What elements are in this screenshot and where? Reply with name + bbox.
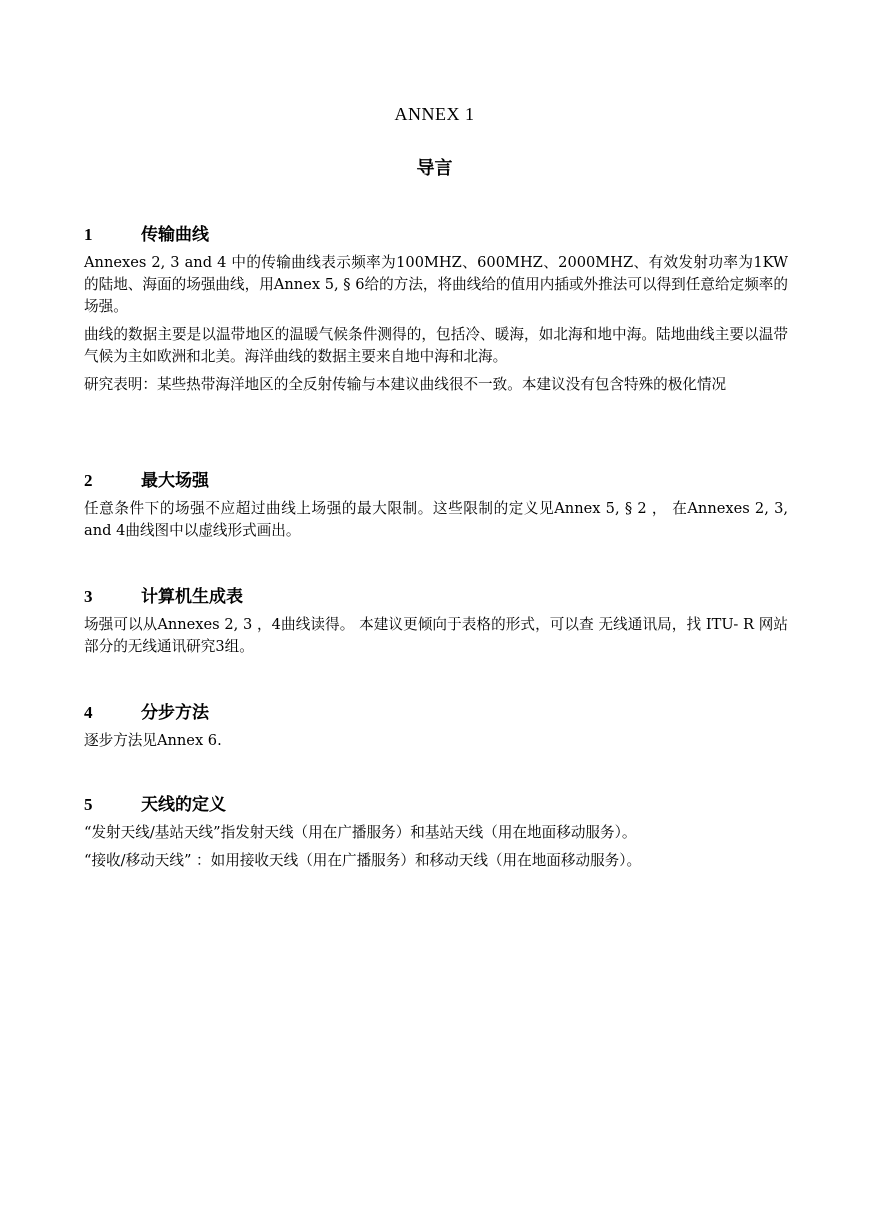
paragraph: “接收/移动天线” ：如用接收天线（用在广播服务）和移动天线（用在地面移动服务）。 [84,852,642,869]
paragraph: Annexes 2, 3 and 4 中的传输曲线表示频率为100MHZ、600MHZ、2000MHZ、有效发射功率为1KW的陆地、海面的场强曲线，用Annex 5, § 6给的方法，将曲线给的值用内插或外推法可以得到任意给定频率的场强。 [84,254,788,315]
section-title: 最大场强 [141,471,209,491]
annex-title: ANNEX 1 [394,104,475,124]
section-heading [84,466,788,492]
section-title: 天线的定义 [141,795,226,815]
section-title: 传输曲线 [141,225,209,245]
paragraph: 任意条件下的场强不应超过曲线上场强的最大限制。这些限制的定义见Annex 5, § 2 ， 在Annexes 2, 3, and 4曲线图中以虚线形式画出。 [84,500,788,539]
section-heading [84,790,788,816]
section-number: 2 [84,471,93,490]
section-title: 分步方法 [141,703,209,723]
section-title: 计算机生成表 [141,587,243,607]
document-title: 导言 [416,158,453,179]
paragraph: “发射天线/基站天线”指发射天线（用在广播服务）和基站天线（用在地面移动服务）。 [84,824,637,841]
section-number: 3 [84,587,93,606]
section-number: 5 [84,795,93,814]
section-number: 1 [84,225,93,244]
section-heading [84,220,788,246]
section-4 [84,698,788,752]
section-number: 4 [84,703,93,722]
section-heading [84,582,788,608]
section-2 [84,466,788,542]
paragraph: 逐步方法见Annex 6. [84,732,222,749]
section-heading [84,698,788,724]
paragraph: 研究表明：某些热带海洋地区的全反射传输与本建议曲线很不一致。本建议没有包含特殊的极化情况 [84,376,727,393]
section-1 [84,220,788,396]
section-5 [84,790,788,872]
paragraph: 曲线的数据主要是以温带地区的温暖气候条件测得的，包括冷、暖海，如北海和地中海。陆地曲线主要以温带气候为主如欧洲和北美。海洋曲线的数据主要来自地中海和北海。 [84,326,788,365]
section-3 [84,582,788,658]
paragraph: 场强可以从Annexes 2, 3 ，4曲线读得。 本建议更倾向于表格的形式，可以查 无线通讯局，找 ITU- R 网站部分的无线通讯研究3组。 [84,616,788,655]
